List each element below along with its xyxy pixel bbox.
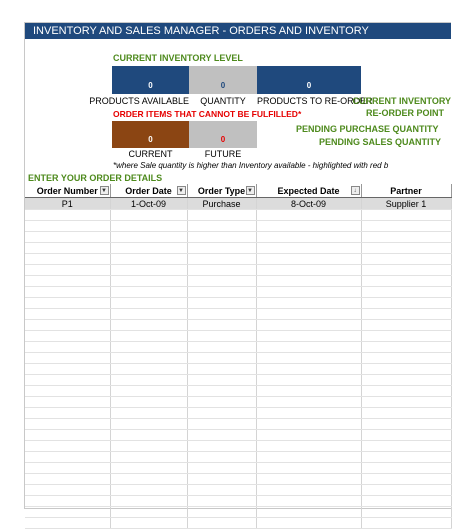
empty-cell[interactable] [110, 254, 187, 265]
empty-cell[interactable] [256, 364, 361, 375]
empty-row[interactable] [25, 430, 451, 441]
empty-cell[interactable] [110, 397, 187, 408]
empty-row[interactable] [25, 309, 451, 320]
empty-cell[interactable] [361, 298, 451, 309]
empty-cell[interactable] [256, 320, 361, 331]
empty-cell[interactable] [25, 353, 110, 364]
empty-cell[interactable] [25, 452, 110, 463]
col-order-type-label: Order Type [197, 185, 246, 196]
empty-row[interactable] [25, 287, 451, 298]
empty-cell[interactable] [256, 474, 361, 485]
cell-expected-date[interactable]: 8-Oct-09 [256, 198, 361, 210]
empty-row[interactable] [25, 485, 451, 496]
empty-cell[interactable] [187, 265, 256, 276]
empty-cell[interactable] [361, 265, 451, 276]
empty-cell[interactable] [256, 518, 361, 529]
products-to-reorder-box[interactable]: 0 [257, 66, 361, 94]
empty-cell[interactable] [256, 353, 361, 364]
empty-cell[interactable] [25, 463, 110, 474]
empty-cell[interactable] [187, 518, 256, 529]
empty-cell[interactable] [361, 243, 451, 254]
cell-order-type[interactable]: Purchase [187, 198, 256, 210]
empty-cell[interactable] [110, 364, 187, 375]
empty-row[interactable] [25, 507, 451, 518]
empty-cell[interactable] [110, 232, 187, 243]
empty-cell[interactable] [361, 221, 451, 232]
empty-cell[interactable] [187, 419, 256, 430]
empty-row[interactable] [25, 254, 451, 265]
col-order-number[interactable] [25, 184, 110, 198]
empty-cell[interactable] [187, 496, 256, 507]
empty-cell[interactable] [256, 232, 361, 243]
empty-cell[interactable] [25, 496, 110, 507]
empty-cell[interactable] [25, 408, 110, 419]
empty-cell[interactable] [25, 232, 110, 243]
products-to-reorder-caption: PRODUCTS TO RE-ORDER [257, 96, 373, 106]
empty-cell[interactable] [187, 210, 256, 221]
empty-cell[interactable] [187, 287, 256, 298]
footnote: *where Sale quantity is higher than Inventory available - highlighted with red b [113, 161, 389, 170]
empty-cell[interactable] [256, 386, 361, 397]
unfulfilled-current-caption: CURRENT [128, 149, 173, 159]
empty-cell[interactable] [256, 485, 361, 496]
empty-cell[interactable] [256, 331, 361, 342]
col-order-type[interactable] [187, 184, 256, 198]
current-inventory-label: CURRENT INVENTORY [352, 96, 451, 106]
empty-cell[interactable] [110, 210, 187, 221]
empty-row[interactable] [25, 496, 451, 507]
empty-cell[interactable] [256, 452, 361, 463]
empty-row[interactable] [25, 265, 451, 276]
empty-row[interactable] [25, 463, 451, 474]
empty-cell[interactable] [187, 397, 256, 408]
empty-cell[interactable] [256, 496, 361, 507]
empty-cell[interactable] [25, 430, 110, 441]
table-row[interactable] [25, 198, 451, 210]
empty-cell[interactable] [25, 287, 110, 298]
empty-row[interactable] [25, 408, 451, 419]
empty-cell[interactable] [361, 408, 451, 419]
empty-cell[interactable] [256, 309, 361, 320]
inventory-heading: CURRENT INVENTORY LEVEL [113, 53, 243, 63]
empty-cell[interactable] [25, 375, 110, 386]
empty-cell[interactable] [187, 353, 256, 364]
col-partner-label: Partner [390, 185, 422, 196]
empty-cell[interactable] [110, 463, 187, 474]
empty-row[interactable] [25, 441, 451, 452]
empty-cell[interactable] [110, 386, 187, 397]
empty-cell[interactable] [187, 254, 256, 265]
empty-cell[interactable] [25, 518, 110, 529]
empty-cell[interactable] [361, 353, 451, 364]
empty-cell[interactable] [361, 375, 451, 386]
cell-partner[interactable]: Supplier 1 [361, 198, 451, 210]
empty-cell[interactable] [25, 243, 110, 254]
empty-cell[interactable] [187, 386, 256, 397]
empty-row[interactable] [25, 518, 451, 529]
empty-cell[interactable] [361, 331, 451, 342]
empty-cell[interactable] [110, 474, 187, 485]
empty-cell[interactable] [25, 265, 110, 276]
empty-cell[interactable] [361, 463, 451, 474]
empty-cell[interactable] [256, 375, 361, 386]
empty-cell[interactable] [110, 287, 187, 298]
empty-cell[interactable] [187, 221, 256, 232]
table-header-row [25, 184, 451, 198]
empty-row[interactable] [25, 221, 451, 232]
empty-cell[interactable] [187, 342, 256, 353]
empty-cell[interactable] [256, 463, 361, 474]
empty-cell[interactable] [256, 243, 361, 254]
empty-cell[interactable] [256, 441, 361, 452]
empty-cell[interactable] [25, 419, 110, 430]
empty-cell[interactable] [25, 386, 110, 397]
empty-row[interactable] [25, 364, 451, 375]
empty-cell[interactable] [361, 342, 451, 353]
col-order-date-label: Order Date [125, 185, 172, 196]
cell-order-date[interactable]: 1-Oct-09 [110, 198, 187, 210]
empty-cell[interactable] [25, 221, 110, 232]
empty-cell[interactable] [110, 298, 187, 309]
empty-cell[interactable] [187, 331, 256, 342]
empty-cell[interactable] [256, 342, 361, 353]
empty-cell[interactable] [256, 210, 361, 221]
empty-cell[interactable] [110, 430, 187, 441]
empty-row[interactable] [25, 419, 451, 430]
empty-cell[interactable] [187, 298, 256, 309]
empty-cell[interactable] [187, 276, 256, 287]
empty-row[interactable] [25, 331, 451, 342]
empty-cell[interactable] [361, 441, 451, 452]
empty-cell[interactable] [110, 375, 187, 386]
empty-cell[interactable] [187, 474, 256, 485]
empty-cell[interactable] [110, 320, 187, 331]
empty-cell[interactable] [361, 452, 451, 463]
empty-cell[interactable] [256, 221, 361, 232]
empty-cell[interactable] [25, 320, 110, 331]
empty-cell[interactable] [187, 463, 256, 474]
unfulfilled-future-caption: FUTURE [204, 149, 242, 159]
empty-cell[interactable] [256, 265, 361, 276]
pending-purchase-label: PENDING PURCHASE QUANTITY [296, 124, 439, 134]
filter-dropdown-icon[interactable]: ▼ [101, 188, 107, 194]
col-expected-date[interactable] [256, 184, 361, 198]
empty-cell[interactable] [110, 419, 187, 430]
order-details-heading: ENTER YOUR ORDER DETAILS [28, 173, 163, 183]
empty-row[interactable] [25, 386, 451, 397]
empty-cell[interactable] [110, 276, 187, 287]
empty-cell[interactable] [25, 397, 110, 408]
empty-cell[interactable] [361, 254, 451, 265]
empty-cell[interactable] [187, 243, 256, 254]
empty-cell[interactable] [187, 364, 256, 375]
empty-cell[interactable] [110, 496, 187, 507]
empty-cell[interactable] [187, 232, 256, 243]
empty-cell[interactable] [187, 309, 256, 320]
empty-cell[interactable] [187, 441, 256, 452]
empty-cell[interactable] [187, 320, 256, 331]
empty-cell[interactable] [256, 397, 361, 408]
empty-row[interactable] [25, 353, 451, 364]
empty-cell[interactable] [110, 265, 187, 276]
col-order-number-label: Order Number [36, 185, 98, 196]
empty-cell[interactable] [110, 507, 187, 518]
empty-cell[interactable] [25, 254, 110, 265]
empty-cell[interactable] [110, 441, 187, 452]
empty-cell[interactable] [361, 507, 451, 518]
empty-cell[interactable] [25, 485, 110, 496]
empty-cell[interactable] [361, 320, 451, 331]
filter-dropdown-icon[interactable]: ▼ [247, 188, 253, 194]
cell-order-number[interactable]: P1 [25, 198, 110, 210]
products-available-box[interactable]: 0 [112, 66, 189, 94]
empty-cell[interactable] [110, 518, 187, 529]
empty-cell[interactable] [25, 210, 110, 221]
empty-cell[interactable] [25, 331, 110, 342]
empty-cell[interactable] [110, 485, 187, 496]
empty-cell[interactable] [25, 276, 110, 287]
col-expected-date-label: Expected Date [277, 185, 340, 196]
col-partner[interactable] [361, 184, 451, 198]
empty-cell[interactable] [361, 397, 451, 408]
empty-cell[interactable] [187, 408, 256, 419]
empty-row[interactable] [25, 452, 451, 463]
empty-cell[interactable] [256, 254, 361, 265]
empty-cell[interactable] [25, 298, 110, 309]
empty-cell[interactable] [110, 408, 187, 419]
empty-cell[interactable] [187, 452, 256, 463]
empty-cell[interactable] [110, 342, 187, 353]
empty-row[interactable] [25, 298, 451, 309]
empty-cell[interactable] [110, 331, 187, 342]
empty-cell[interactable] [187, 485, 256, 496]
empty-row[interactable] [25, 232, 451, 243]
empty-cell[interactable] [110, 452, 187, 463]
empty-cell[interactable] [361, 287, 451, 298]
empty-cell[interactable] [110, 221, 187, 232]
empty-cell[interactable] [25, 441, 110, 452]
empty-row[interactable] [25, 276, 451, 287]
empty-cell[interactable] [25, 309, 110, 320]
empty-cell[interactable] [110, 353, 187, 364]
sort-filter-dropdown-icon[interactable]: ↓ [351, 186, 360, 195]
spreadsheet [24, 22, 451, 509]
empty-cell[interactable] [256, 287, 361, 298]
empty-row[interactable] [25, 375, 451, 386]
empty-row[interactable] [25, 243, 451, 254]
unfulfilled-current-box[interactable]: 0 [112, 121, 189, 148]
empty-cell[interactable] [361, 419, 451, 430]
empty-cell[interactable] [256, 419, 361, 430]
empty-cell[interactable] [361, 309, 451, 320]
empty-cell[interactable] [361, 232, 451, 243]
empty-cell[interactable] [25, 364, 110, 375]
empty-row[interactable] [25, 342, 451, 353]
quantity-box[interactable]: 0 [189, 66, 257, 94]
empty-cell[interactable] [256, 276, 361, 287]
empty-cell[interactable] [25, 474, 110, 485]
empty-cell[interactable] [187, 507, 256, 518]
orders-table [25, 184, 452, 529]
reorder-point-label: RE-ORDER POINT [366, 108, 445, 118]
empty-cell[interactable] [256, 298, 361, 309]
empty-row[interactable] [25, 397, 451, 408]
empty-cell[interactable] [110, 309, 187, 320]
empty-cell[interactable] [361, 496, 451, 507]
empty-cell[interactable] [110, 243, 187, 254]
empty-cell[interactable] [361, 276, 451, 287]
empty-cell[interactable] [361, 474, 451, 485]
page-title: INVENTORY AND SALES MANAGER - ORDERS AND INVENTORY [25, 23, 451, 39]
pending-sales-label: PENDING SALES QUANTITY [319, 137, 442, 147]
empty-cell[interactable] [187, 430, 256, 441]
empty-row[interactable] [25, 320, 451, 331]
empty-cell[interactable] [361, 518, 451, 529]
filter-dropdown-icon[interactable]: ▼ [178, 188, 184, 194]
col-order-date[interactable] [110, 184, 187, 198]
empty-row[interactable] [25, 474, 451, 485]
unfulfilled-future-box[interactable]: 0 [189, 121, 257, 148]
empty-cell[interactable] [361, 430, 451, 441]
products-available-caption: PRODUCTS AVAILABLE [89, 96, 189, 106]
empty-cell[interactable] [361, 485, 451, 496]
quantity-caption: QUANTITY [200, 96, 246, 106]
empty-row[interactable] [25, 210, 451, 221]
empty-cell[interactable] [256, 408, 361, 419]
unfulfilled-heading: ORDER ITEMS THAT CANNOT BE FULFILLED* [113, 109, 302, 119]
empty-cell[interactable] [361, 210, 451, 221]
empty-cell[interactable] [256, 430, 361, 441]
empty-cell[interactable] [361, 386, 451, 397]
empty-cell[interactable] [361, 364, 451, 375]
empty-cell[interactable] [187, 375, 256, 386]
empty-cell[interactable] [25, 342, 110, 353]
empty-cell[interactable] [256, 507, 361, 518]
empty-cell[interactable] [25, 507, 110, 518]
